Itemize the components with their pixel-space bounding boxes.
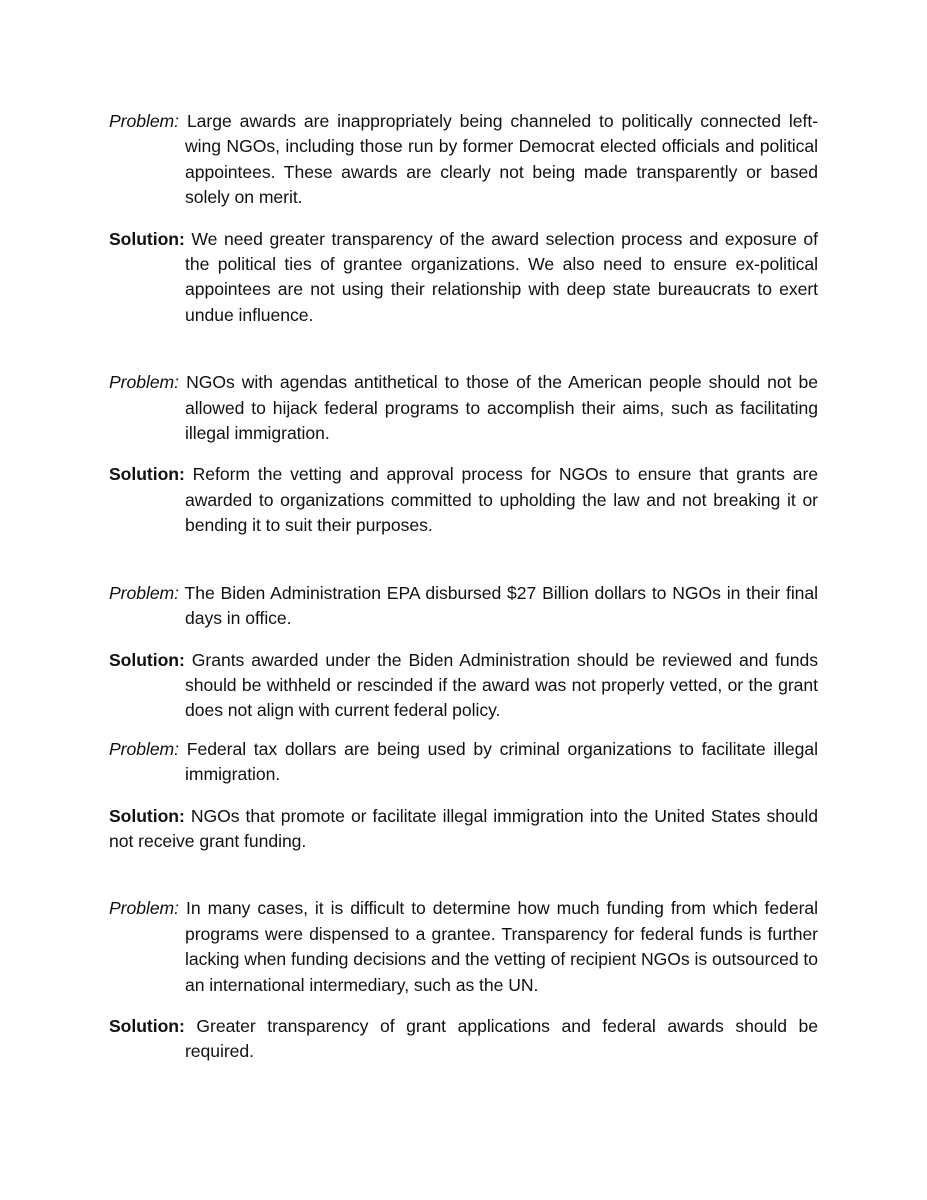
solution-paragraph	[109, 227, 818, 329]
solution-label: Solution:	[109, 805, 185, 826]
solution-paragraph	[109, 648, 818, 724]
solution-text: We need greater transparency of the award selection process and exposure of the political ties of grantee organizations. We also need to ensure ex-political appointees are not using their relationship with deep state bureaucrats to exert undue influence.	[185, 228, 818, 325]
solution-text: Grants awarded under the Biden Administration should be reviewed and funds should be withheld or rescinded if the award was not properly vetted, or the grant does not align with current federal policy.	[185, 649, 818, 721]
problem-text: The Biden Administration EPA disbursed $27 Billion dollars to NGOs in their final days in office.	[184, 582, 819, 629]
problem-label: Problem:	[109, 582, 180, 603]
solution-label: Solution:	[109, 1015, 185, 1036]
problem-paragraph	[109, 896, 818, 998]
problem-label: Problem:	[109, 111, 180, 131]
problem-paragraph	[109, 370, 818, 446]
solution-label: Solution:	[109, 464, 185, 485]
problem-label: Problem:	[109, 372, 180, 393]
problem-text: Federal tax dollars are being used by criminal organizations to facilitate illegal immigration.	[185, 738, 819, 785]
problem-paragraph	[109, 737, 818, 788]
problem-paragraph	[109, 109, 818, 211]
problem-text: Large awards are inappropriately being channeled to politically connected left-wing NGOs, including those run by former Democrat elected officials and political appointees. These awards are clearly not being made transparently or based solely on merit.	[185, 111, 818, 208]
problem-text: NGOs with agendas antithetical to those of the American people should not be allowed to hijack federal programs to accomplish their aims, such as facilitating illegal immigration.	[185, 372, 818, 444]
solution-text: NGOs that promote or facilitate illegal immigration into the United States should not receive grant funding.	[109, 805, 819, 851]
solution-paragraph	[109, 804, 818, 855]
problem-text: In many cases, it is difficult to determine how much funding from which federal programs were dispensed to a grantee. Transparency for federal funds is further lacking when funding decisions and the vetting of recipient NGOs is outsourced to an international intermediary, such as the UN.	[185, 898, 818, 995]
solution-paragraph	[109, 462, 818, 538]
solution-label: Solution:	[109, 649, 185, 670]
solution-text: Greater transparency of grant applications and federal awards should be required.	[185, 1015, 819, 1062]
solution-text: Reform the vetting and approval process for NGOs to ensure that grants are awarded to organizations committed to upholding the law and not breaking it or bending it to suit their purposes.	[185, 464, 818, 536]
document-page	[109, 109, 818, 1065]
solution-paragraph	[109, 1014, 818, 1065]
solution-label: Solution:	[109, 228, 185, 249]
problem-paragraph	[109, 581, 818, 632]
problem-label: Problem:	[109, 898, 180, 919]
problem-label: Problem:	[109, 738, 180, 759]
